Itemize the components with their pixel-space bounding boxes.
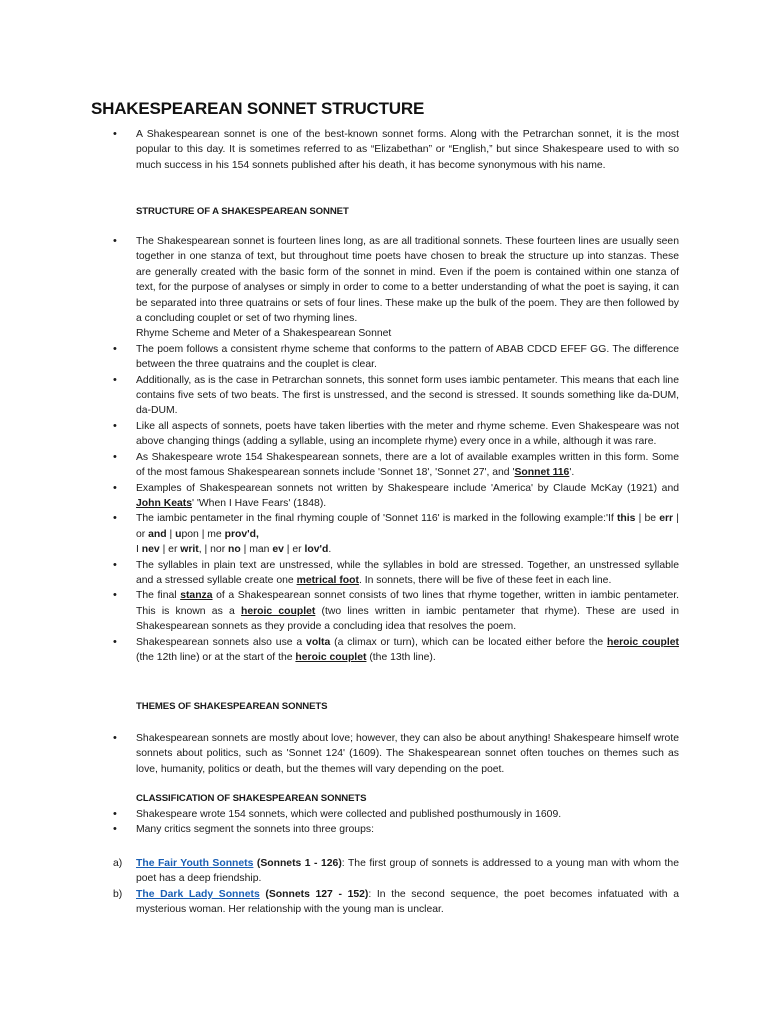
fair-youth-sonnets-link[interactable]: The Fair Youth Sonnets (136, 858, 254, 869)
list-item: • Shakespeare wrote 154 sonnets, which were collected and published posthumously in 1609. (0, 807, 768, 822)
heroic-couplet-link[interactable]: heroic couplet (607, 636, 679, 648)
section-heading-classification: CLASSIFICATION OF SHAKESPEAREAN SONNETS (136, 793, 367, 804)
list-marker: a) (113, 858, 123, 869)
scansion-line-2: I nev | er writ, | nor no | man ev | er lov'd. (136, 544, 332, 556)
list-item: • The final stanza of a Shakespearean sonnet consists of two lines that rhyme together, written in iambic pentameter. This is known as a heroic couplet (two lines written in iambic pentameter that rhyme). These are used in Shakespearean sonnets as they provide a concluding idea that resolves the poem. (0, 588, 768, 634)
metrical-foot-link[interactable]: metrical foot (296, 574, 359, 586)
list-item: • The iambic pentameter in the final rhyming couple of 'Sonnet 116' is marked in the following example:'If this | be err | or and | upon | me prov'd, I nev | er writ, | nor no | man ev | er lov'd. (0, 511, 768, 557)
subheading-rhyme-meter: Rhyme Scheme and Meter of a Shakespearean Sonnet (136, 328, 392, 340)
themes-section (0, 731, 768, 777)
groups-list (0, 856, 768, 918)
list-item: • Shakespearean sonnets also use a volta (a climax or turn), which can be located either before the heroic couplet (the 12th line) or at the start of the heroic couplet (the 13th line). (0, 635, 768, 666)
list-item: • The syllables in plain text are unstressed, while the syllables in bold are stressed. Together, an unstressed syllable and a stressed syllable create one metrical foot. In sonnets, there will be five of these feet in each line. (0, 558, 768, 589)
list-item: • Many critics segment the sonnets into three groups: (0, 822, 768, 837)
stanza-link[interactable]: stanza (180, 590, 213, 602)
list-item: • Shakespearean sonnets are mostly about love; however, they can also be about anything! Shakespeare himself wrote sonnets about politics, such as 'Sonnet 124' (1609). The Shakespearean sonnet often touches on themes such as love, humanity, politics or death, but the themes will vary depending on the poet. (0, 731, 768, 777)
list-item: a) The Fair Youth Sonnets (Sonnets 1 - 126): The first group of sonnets is addressed to a young man with whom the poet has a deep friendship. (113, 858, 679, 885)
list-marker: b) (113, 888, 123, 900)
section-heading-structure: STRUCTURE OF A SHAKESPEAREAN SONNET (136, 206, 349, 217)
list-item: • Like all aspects of sonnets, poets have taken liberties with the meter and rhyme scheme. Even Shakespeare was not above changing things (adding a syllable, using an incomplete rhyme) every once in a while, although it was rare. (0, 419, 768, 450)
list-item: • As Shakespeare wrote 154 Shakespearean sonnets, there are a lot of available examples written in this form. Some of the most famous Shakespearean sonnets include 'Sonnet 18', 'Sonnet 27', and 'Sonnet 116'. (0, 450, 768, 481)
intro-section (0, 127, 768, 173)
list-item: b) The Dark Lady Sonnets (Sonnets 127 - 152): In the second sequence, the poet becomes infatuated with a mysterious woman. Her relationship with the young man is unclear. (113, 888, 679, 916)
list-item: • A Shakespearean sonnet is one of the best-known sonnet forms. Along with the Petrarchan sonnet, it is the most popular to this day. It is sometimes referred to as “Elizabethan” or “English,” but since Shakespeare used to with so much success in his 154 sonnets published after his death, it has become synonymous with his name. (0, 127, 768, 173)
sonnet-116-link[interactable]: Sonnet 116 (514, 467, 570, 479)
page-title: SHAKESPEAREAN SONNET STRUCTURE (91, 99, 425, 118)
john-keats-link[interactable]: John Keats (136, 497, 193, 509)
list-item: • Examples of Shakespearean sonnets not written by Shakespeare include 'America' by Claude McKay (1921) and John Keats' 'When I Have Fears' (1848). (0, 481, 768, 512)
heroic-couplet-link[interactable]: heroic couplet (295, 651, 367, 663)
classification-section (0, 807, 768, 838)
section-heading-themes: THEMES OF SHAKESPEAREAN SONNETS (136, 701, 328, 712)
list-item: • The Shakespearean sonnet is fourteen lines long, as are all traditional sonnets. These fourteen lines are usually seen together in one stanza of text, but throughout time poets have chosen to break the structure up into stanzas. These are generally created with the basic form of the sonnet in mind. Even if the poem is contained within one stanza of text, for the purpose of analyses or simply in order to come to a better understanding of what the poet is saying, it can be separated into three quatrains or sets of four lines. These make up the bulk of the poem. They are then followed by a concluding couplet or set of two rhyming lines. Rhyme Scheme and Meter of a Shakespearean Sonnet (0, 234, 768, 342)
scansion-line-1: | be err | or and | upon | me prov'd, (136, 513, 679, 540)
list-item: • Additionally, as is the case in Petrarchan sonnets, this sonnet form uses iambic pentameter. This means that each line contains five sets of two beats. The first is unstressed, and the second is stressed. It sounds something like da-DUM, da-DUM. (0, 373, 768, 419)
heroic-couplet-link[interactable]: heroic couplet (240, 605, 316, 617)
list-item: • The poem follows a consistent rhyme scheme that conforms to the pattern of ABAB CDCD EFEF GG. The difference between the three quatrains and the couplet is clear. (0, 342, 768, 373)
structure-section (0, 234, 768, 665)
dark-lady-sonnets-link[interactable]: The Dark Lady Sonnets (136, 888, 260, 900)
